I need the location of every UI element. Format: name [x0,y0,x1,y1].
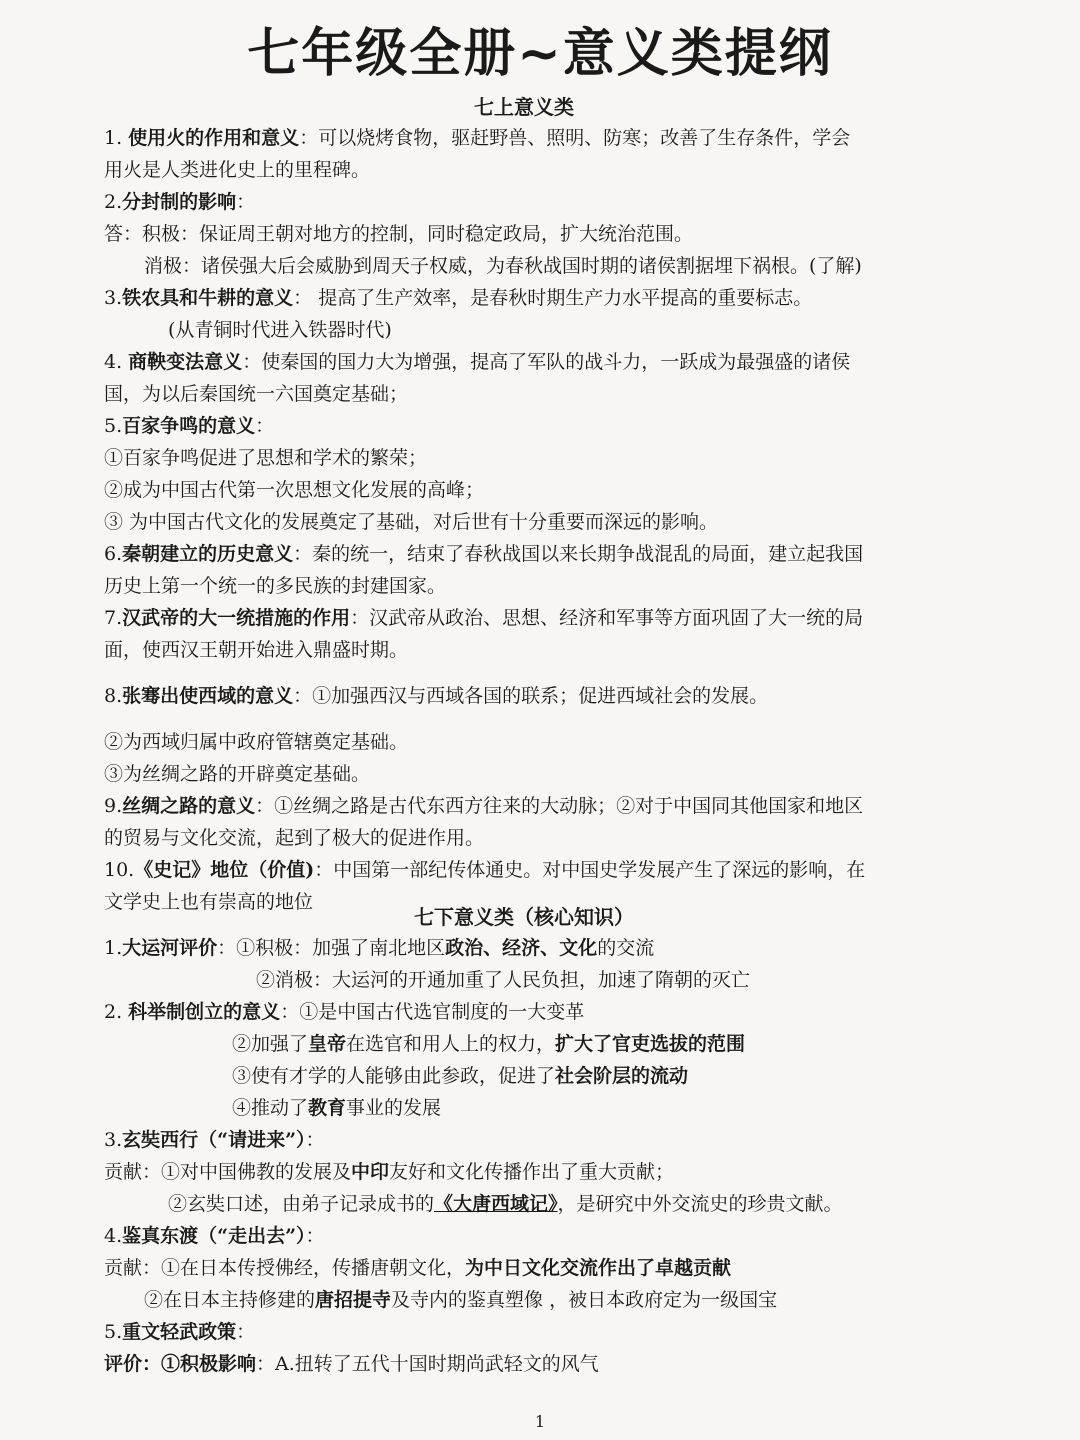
item-9-cont: 的贸易与文化交流，起到了极大的促进作用。 [104,827,485,849]
item-1: 1. 使用火的作用和意义：可以烧烤食物，驱赶野兽、照明、防寒；改善了生存条件，学会 [104,127,851,149]
page-number: 1 [534,1412,546,1431]
page-title: 七年级全册~意义类提纲 [247,24,833,84]
item-1-cont: 用火是人类进化史上的里程碑。 [104,159,371,181]
item-2-negative: 消极：诸侯强大后会威胁到周天子权威，为春秋战国时期的诸侯割据埋下祸根。(了解) [144,255,862,277]
item-3-note: (从青铜时代进入铁器时代) [168,319,392,341]
item-xuanzang-contrib-1: 贡献：①对中国佛教的发展及中印友好和文化传播作出了重大贡献； [104,1161,675,1183]
item-song-policy: 5.重文轻武政策： [104,1321,256,1343]
item-8-point-3: ③为丝绸之路的开辟奠定基础。 [104,763,371,785]
item-xuanzang: 3.玄奘西行（“请进来”）： [104,1129,325,1151]
item-2-positive: 答：积极：保证周王朝对地方的控制，同时稳定政局，扩大统治范围。 [104,223,694,245]
item-xuanzang-contrib-2: ②玄奘口述，由弟子记录成书的《大唐西域记》，是研究中外交流史的珍贵文献。 [168,1193,843,1215]
item-jianzhen-contrib-2: ②在日本主持修建的唐招提寺及寺内的鉴真塑像 ，被日本政府定为一级国宝 [144,1289,778,1311]
item-6-cont: 历史上第一个统一的多民族的封建国家。 [104,575,447,597]
item-8: 8.张骞出使西域的意义：①加强西汉与西域各国的联系；促进西域社会的发展。 [104,685,769,707]
spacer [104,666,944,680]
spacer [104,712,944,726]
section-grade7-first [104,92,944,918]
item-5: 5.百家争鸣的意义： [104,415,275,437]
item-grand-canal-negative: ②消极：大运河的开通加重了人民负担，加速了隋朝的灭亡 [256,969,751,991]
section-grade7-second [104,902,944,1380]
section-heading: 七上意义类 [474,95,574,119]
item-6: 6.秦朝建立的历史意义：秦的统一，结束了春秋战国以来长期争战混乱的局面，建立起我国 [104,543,864,565]
item-imperial-exam-point-4: ④推动了教育事业的发展 [232,1097,442,1119]
item-imperial-exam-point-3: ③使有才学的人能够由此参政，促进了社会阶层的流动 [232,1065,689,1087]
item-song-policy-eval: 评价：①积极影响：A.扭转了五代十国时期尚武轻文的风气 [104,1353,599,1375]
item-4: 4. 商鞅变法意义：使秦国的国力大为增强，提高了军队的战斗力，一跃成为最强盛的诸侯 [104,351,851,373]
item-5-point-1: ①百家争鸣促进了思想和学术的繁荣； [104,447,428,469]
item-10-cont: 文学史上也有崇高的地位 [104,891,314,913]
item-3: 3.铁农具和牛耕的意义： 提高了生产效率，是春秋时期生产力水平提高的重要标志。 [104,287,813,309]
item-imperial-exam: 2. 科举制创立的意义：①是中国古代选官制度的一大变革 [104,1001,585,1023]
item-grand-canal: 1.大运河评价：①积极：加强了南北地区政治、经济、文化的交流 [104,937,655,959]
item-jianzhen-contrib-1: 贡献：①在日本传授佛经，传播唐朝文化，为中日文化交流作出了卓越贡献 [104,1257,732,1279]
item-jianzhen: 4.鉴真东渡（“走出去”）： [104,1225,325,1247]
item-10: 10.《史记》地位（价值)：中国第一部纪传体通史。对中国史学发展产生了深远的影响，在 [104,859,866,881]
item-2: 2.分封制的影响： [104,191,256,213]
item-imperial-exam-point-2: ②加强了皇帝在选官和用人上的权力，扩大了官吏选拔的范围 [232,1033,746,1055]
item-7-cont: 面，使西汉王朝开始进入鼎盛时期。 [104,639,409,661]
section-heading: 七下意义类（核心知识） [414,905,634,929]
item-5-point-3: ③ 为中国古代文化的发展奠定了基础，对后世有十分重要而深远的影响。 [104,511,719,533]
item-7: 7.汉武帝的大一统措施的作用：汉武帝从政治、思想、经济和军事等方面巩固了大一统的局 [104,607,864,629]
item-4-cont: 国，为以后秦国统一六国奠定基础； [104,383,409,405]
item-8-point-2: ②为西域归属中政府管辖奠定基础。 [104,731,409,753]
item-5-point-2: ②成为中国古代第一次思想文化发展的高峰； [104,479,485,501]
item-9: 9.丝绸之路的意义：①丝绸之路是古代东西方往来的大动脉；②对于中国同其他国家和地区 [104,795,864,817]
